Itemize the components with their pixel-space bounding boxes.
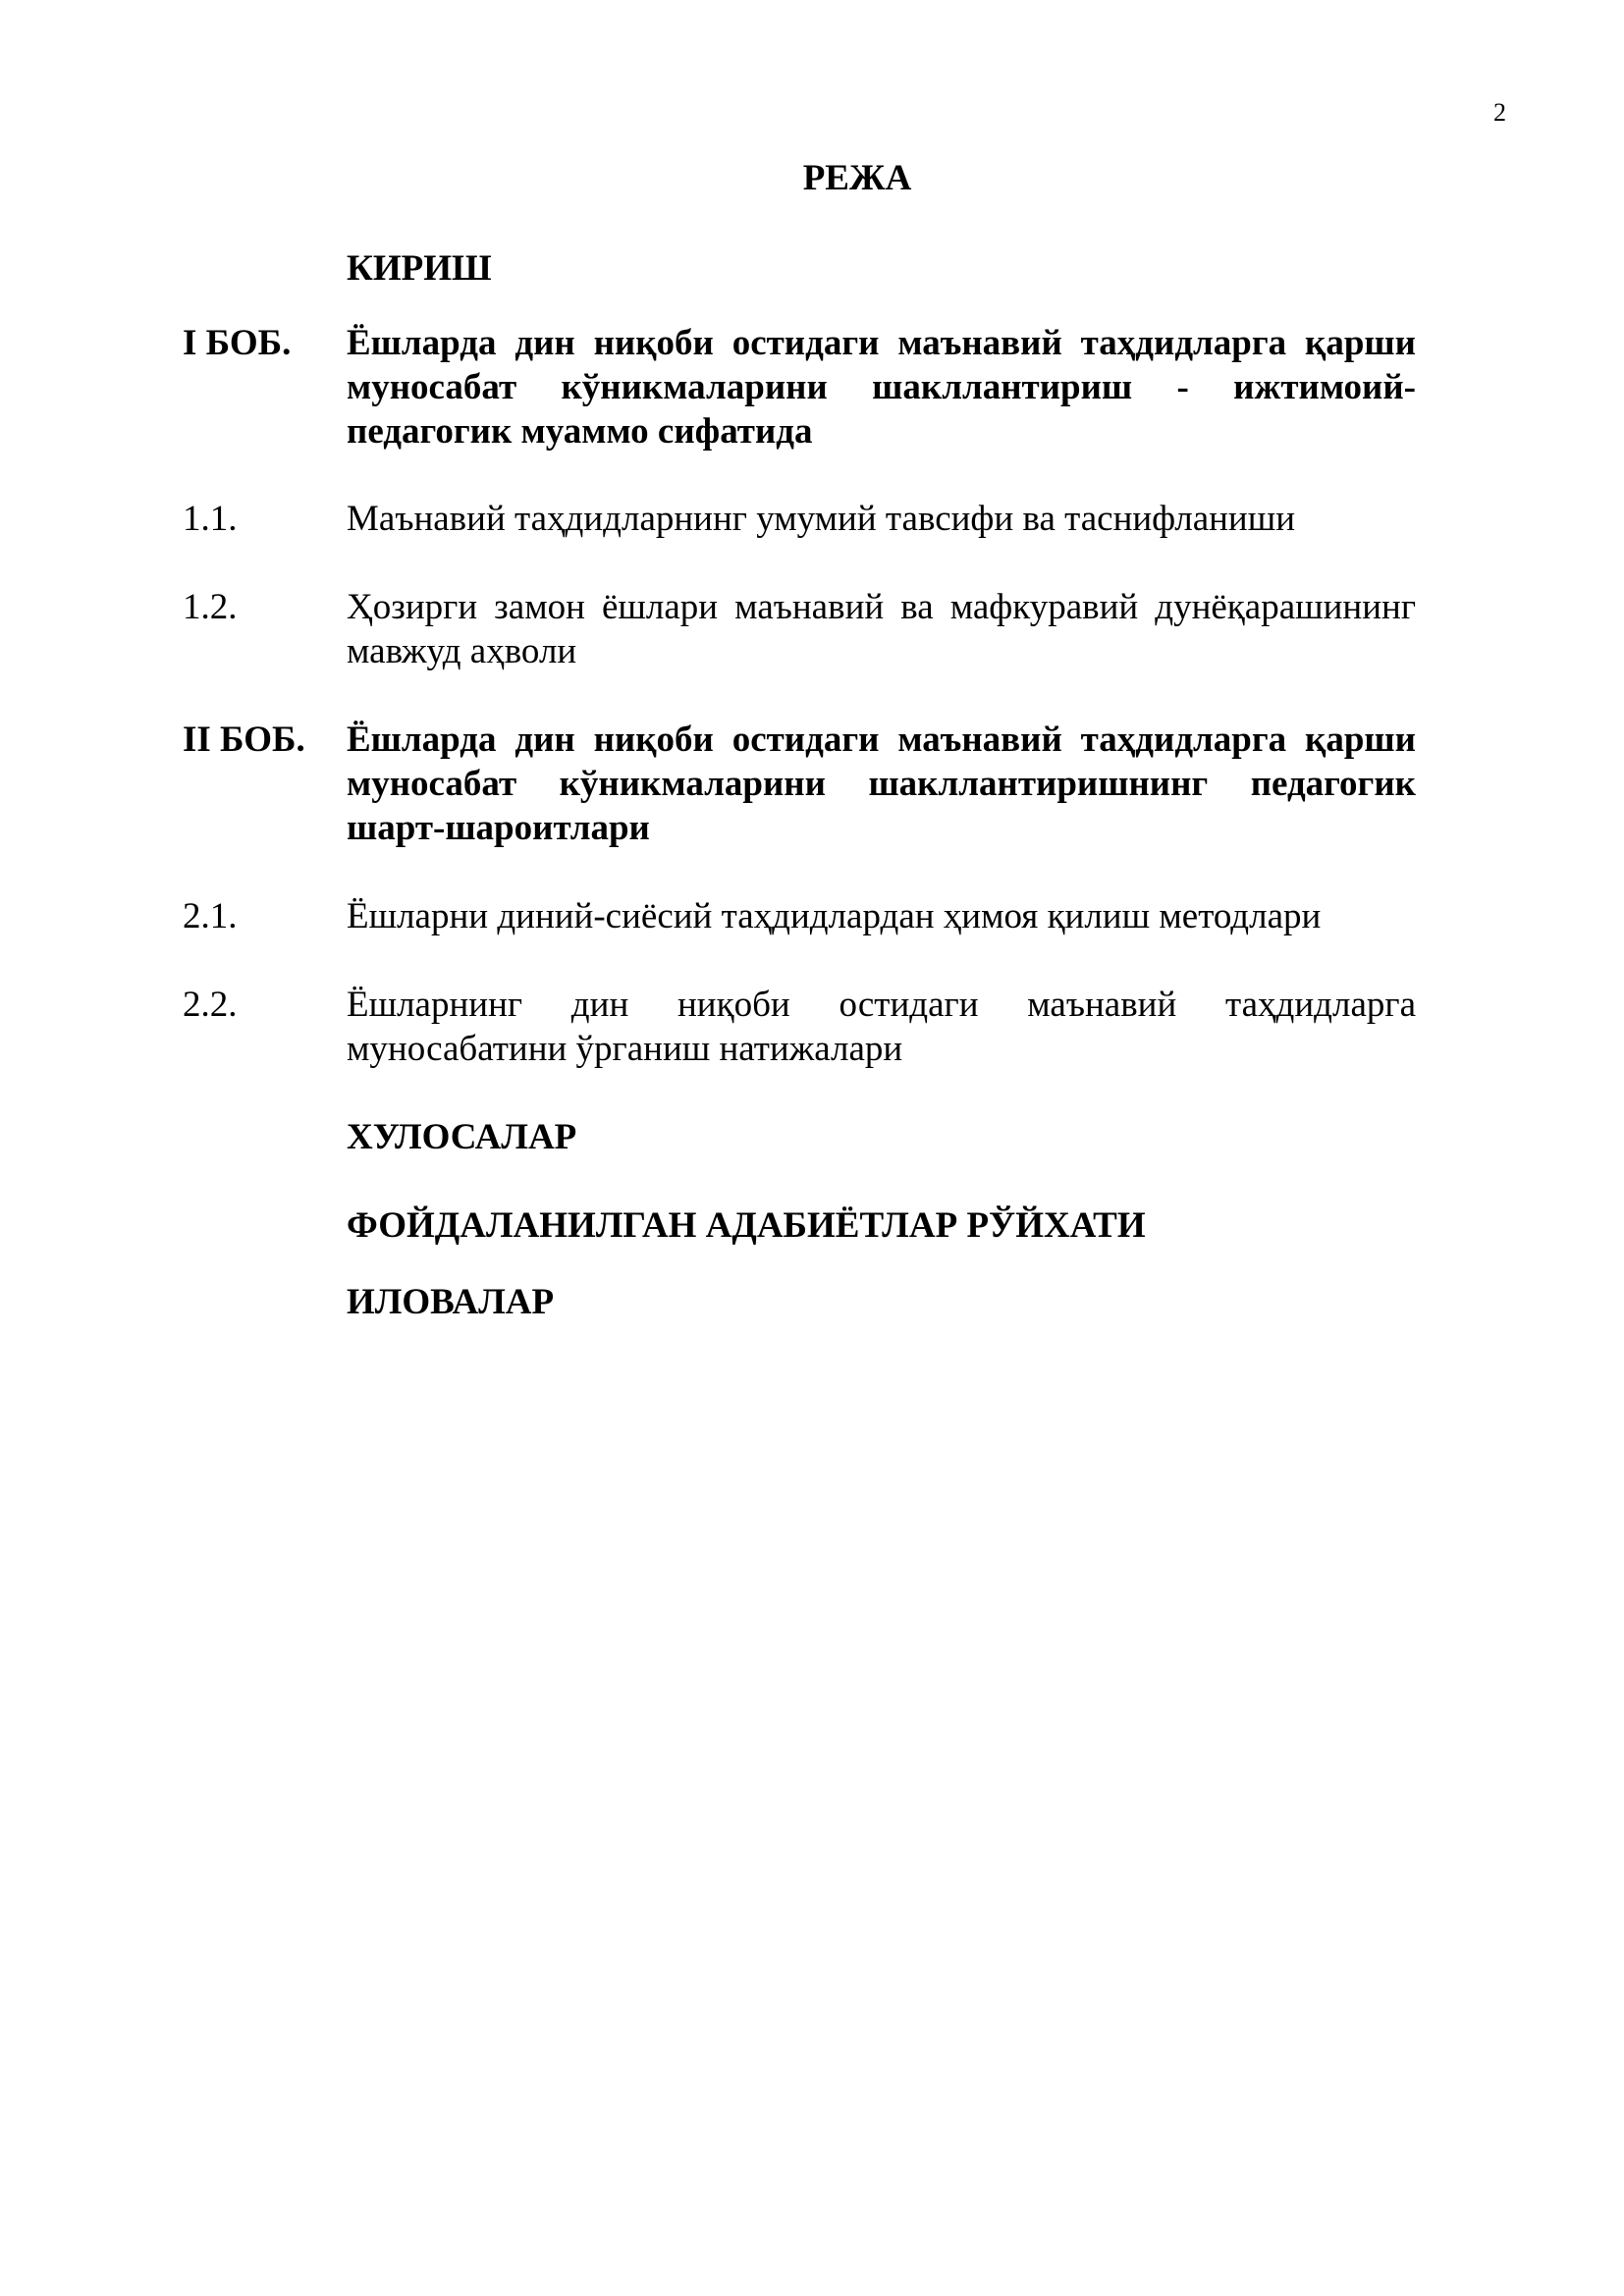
document-title: РЕЖА <box>802 158 912 198</box>
chapter-number: II БОБ. <box>183 720 305 760</box>
toc-conclusions: ХУЛОСАЛАР <box>347 1117 577 1157</box>
section-number: 2.1. <box>183 896 238 936</box>
toc-introduction: КИРИШ <box>347 248 492 289</box>
chapter-number: I БОБ. <box>183 323 292 363</box>
section-number: 1.2. <box>183 587 238 627</box>
toc-section-2-2 <box>183 983 1416 1071</box>
toc-chapter-1 <box>183 321 1416 454</box>
page-number: 2 <box>1493 98 1506 127</box>
toc-section-1-1 <box>183 497 1416 541</box>
toc-references: ФОЙДАЛАНИЛГАН АДАБИЁТЛАР РЎЙХАТИ <box>347 1205 1146 1246</box>
section-number: 2.2. <box>183 985 238 1025</box>
section-title: Маънавий таҳдидларнинг умумий тавсифи ва таснифланиши <box>347 499 1296 539</box>
toc-section-2-1 <box>183 894 1416 938</box>
toc-chapter-2 <box>183 718 1416 850</box>
section-title: Ёшларнинг дин ниқоби остидаги маънавий таҳдидларга муносабатини ўрганиш натижалари <box>347 985 1416 1069</box>
toc-section-1-2 <box>183 585 1416 673</box>
section-number: 1.1. <box>183 499 238 539</box>
section-title: Ёшларни диний-сиёсий таҳдидлардан ҳимоя қилиш методлари <box>347 896 1322 936</box>
chapter-title: Ёшларда дин ниқоби остидаги маънавий таҳдидларга қарши муносабат кўникмаларини шакллантириш - ижтимоий-педагогик муаммо сифатида <box>347 323 1416 452</box>
toc-appendices: ИЛОВАЛАР <box>347 1282 555 1322</box>
chapter-title: Ёшларда дин ниқоби остидаги маънавий таҳдидларга қарши муносабат кўникмаларини шакллантиришнинг педагогик шарт-шароитлари <box>347 720 1416 848</box>
section-title: Ҳозирги замон ёшлари маънавий ва мафкуравий дунёқарашининг мавжуд аҳволи <box>347 587 1416 671</box>
